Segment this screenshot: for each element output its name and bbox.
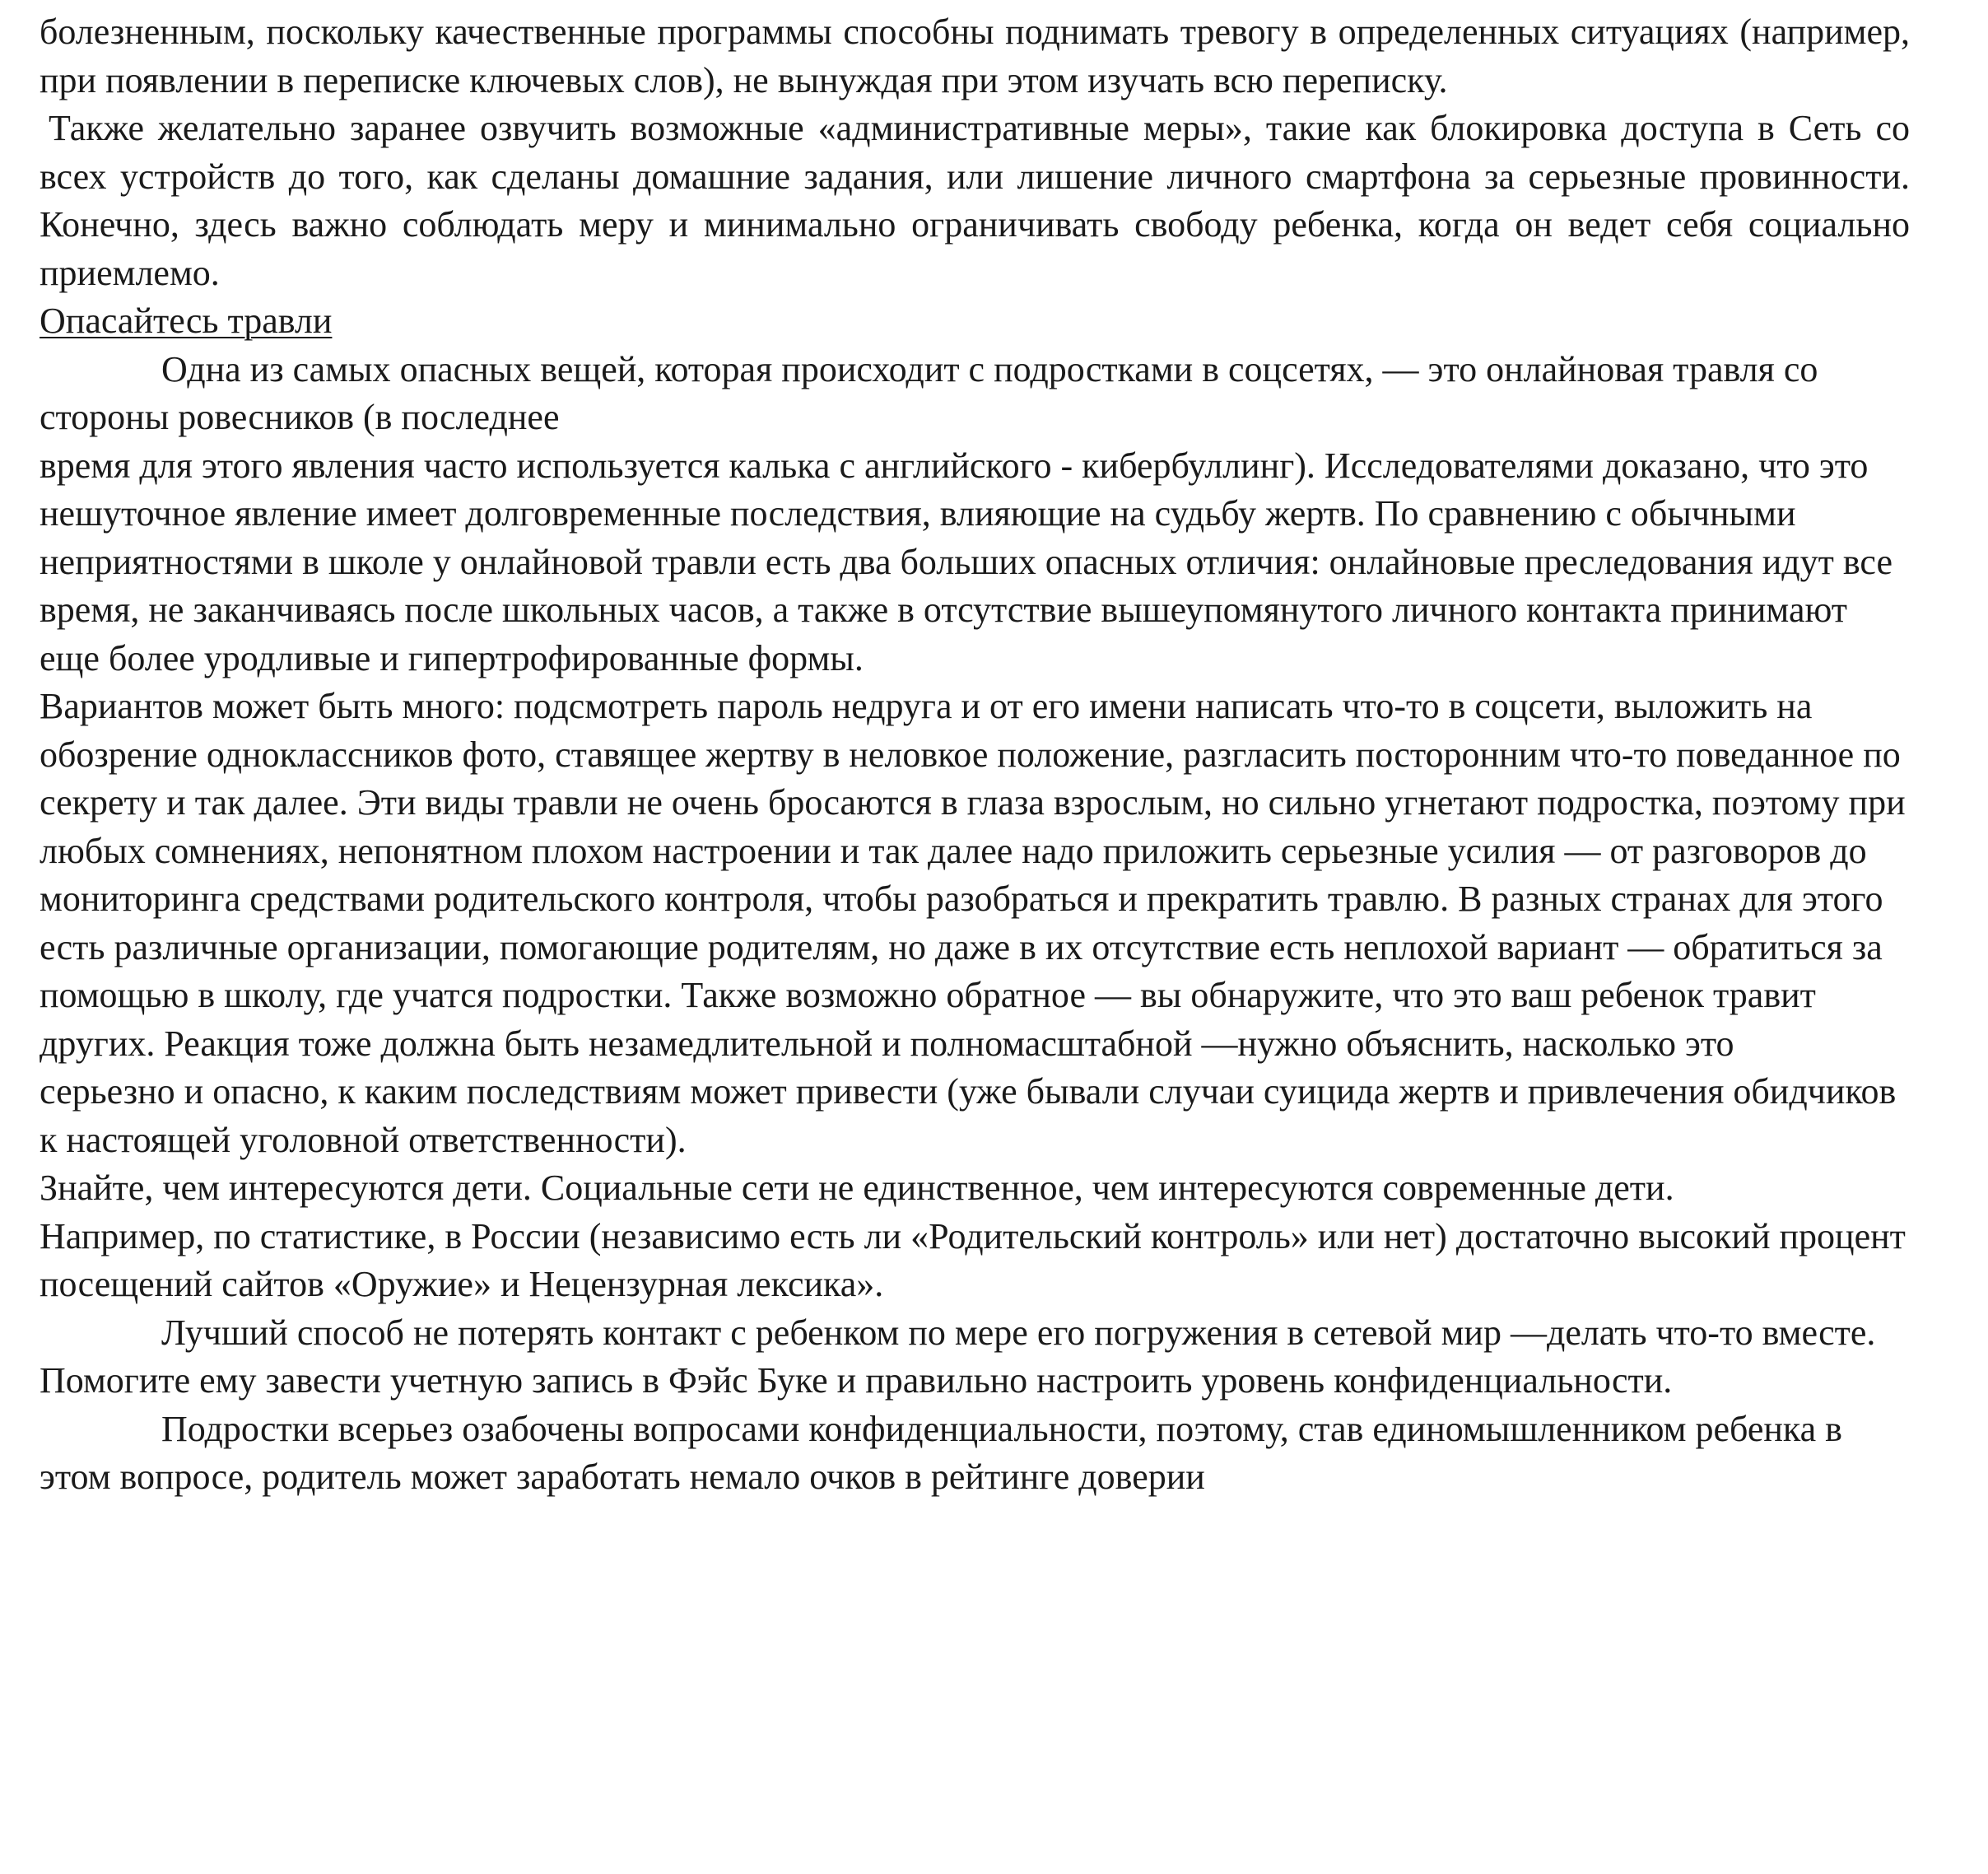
paragraph-consequences: серьезно и опасно, к каким последствиям может привести (уже бывали случаи суицида жертв и привлечения обидчиков к настоящей уголовной ответственности). — [40, 1071, 1897, 1160]
section-heading-bullying: Опасайтесь травли — [40, 301, 333, 341]
paragraph-privacy-trust: Подростки всерьез озабочены вопросами конфиденциальности, поэтому, став единомышленником ребенка в этом вопросе, родитель может заработать немало очков в рейтинге доверии — [40, 1408, 1842, 1497]
paragraph-online-bullying-intro: Одна из самых опасных вещей, которая происходит с подростками в соцсетях, — это онлайновая травля со стороны ровесников (в последнее — [40, 348, 1818, 437]
paragraph-administrative-measures: Также желательно заранее озвучить возможные «административные меры», такие как блокировка доступа в Сеть со всех устройств до того, как сделаны домашние задания, или лишение личного смартфона за серьезные провинности. Конечно, здесь важно соблюдать меру и минимально ограничивать свободу ребенка, когда он ведет себя социально приемлемо. — [40, 108, 1910, 293]
paragraph-bullying-variants: Вариантов может быть много: подсмотреть пароль недруга и от его имени написать что-то в соцсети, выложить на обозрение одноклассников фото, ставящее жертву в неловкое положение, разгласить посторонним что-то поведанное по секрету и так далее. Эти виды травли не очень бросаются в глаза взрослым, но сильно угнетают подростка, поэтому при любых сомнениях, непонятном плохом настроении и так далее надо приложить серьезные усилия — от разговоров до мониторинга средствами родительского контроля, чтобы разобраться и прекратить травлю. В разных странах для этого есть различные организации, помогающие родителям, но даже в их отсутствие есть неплохой вариант — обратиться за помощью в школу, где учатся подростки. Также возможно обратное — вы обнаружите, что это ваш ребенок травит других. Реакция тоже должна быть незамедлительной и полномасштабной —нужно объяснить, насколько это — [40, 686, 1906, 1064]
paragraph-know-interests: Знайте, чем интересуются дети. Социальные сети не единственное, чем интересуются современные дети. — [40, 1168, 1674, 1208]
paragraph-statistics: Например, по статистике, в России (независимо есть ли «Родительский контроль» или нет) достаточно высокий процент посещений сайтов «Оружие» и Нецензурная лексика». — [40, 1215, 1906, 1304]
paragraph-cyberbullying: время для этого явления часто используется калька с английского - кибербуллинг). Исследователями доказано, что это нешуточное явление имеет долговременные последствия, влияющие на судьбу жертв. По сравнению с обычными неприятностями в школе у онлайновой травли есть два больших опасных отличия: онлайновые преследования идут все время, не заканчиваясь после школьных часов, а также в отсутствие вышеупомянутого личного контакта принимают еще более уродливые и гипертрофированные формы. — [40, 445, 1893, 678]
paragraph-monitoring-programs: болезненным, поскольку качественные программы способны поднимать тревогу в определенных ситуациях (например, при появлении в переписке ключевых слов), не вынуждая при этом изучать всю переписку. — [40, 12, 1910, 100]
document-page — [40, 8, 1910, 1502]
paragraph-do-together: Лучший способ не потерять контакт с ребенком по мере его погружения в сетевой мир —делать что-то вместе. Помогите ему завести учетную запись в Фэйс Буке и правильно настроить уровень конфиденциальности. — [40, 1312, 1876, 1401]
